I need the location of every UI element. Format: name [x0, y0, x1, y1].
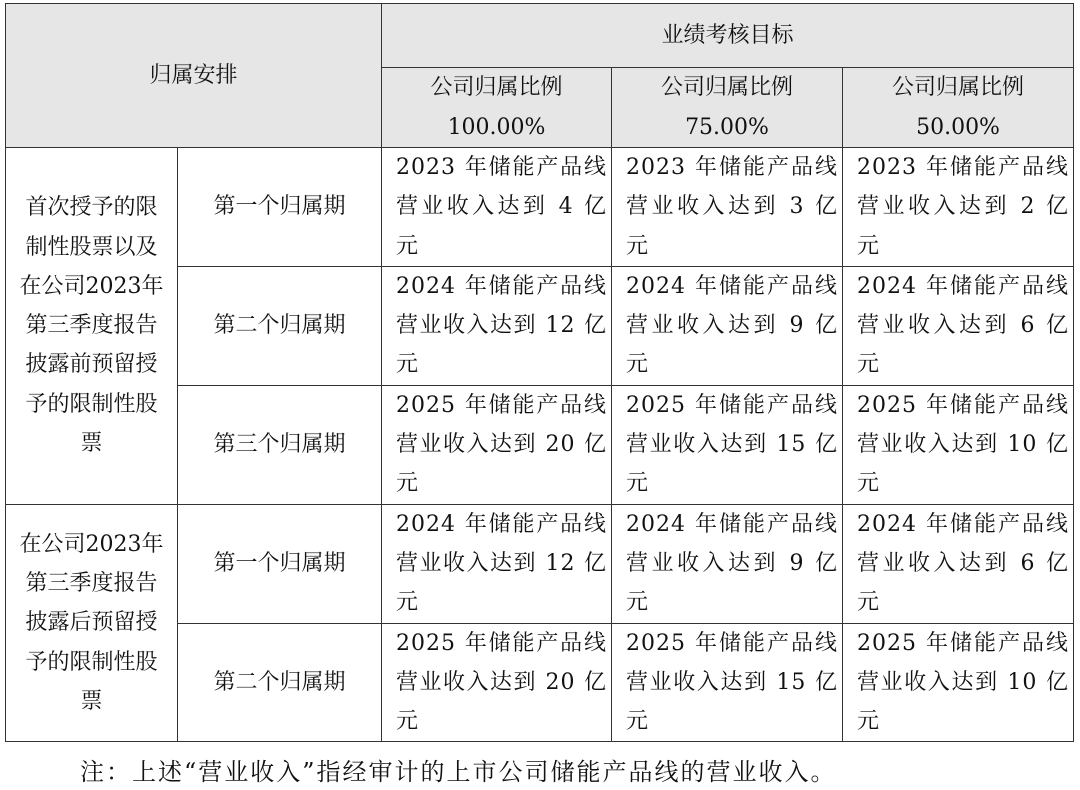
period-name: 第一个归属期 [178, 148, 382, 267]
target-cell: 2025 年储能产品线营业收入达到 15 亿元 [612, 385, 843, 504]
target-cell: 2024 年储能产品线营业收入达到 6 亿元 [843, 504, 1074, 623]
target-cell: 2023 年储能产品线营业收入达到 2 亿元 [843, 148, 1074, 267]
target-header: 业绩考核目标 [382, 4, 1074, 68]
footnote: 注：上述“营业收入”指经审计的上市公司储能产品线的营业收入。 [80, 758, 837, 786]
target-cell: 2024 年储能产品线营业收入达到 9 亿元 [612, 504, 843, 623]
period-name: 第二个归属期 [178, 266, 382, 385]
ratio-header-3 [843, 68, 1074, 148]
target-cell: 2024 年储能产品线营业收入达到 6 亿元 [843, 266, 1074, 385]
ratio-value: 75.00% [685, 114, 769, 140]
performance-target-table [5, 3, 1074, 742]
target-cell: 2025 年储能产品线营业收入达到 15 亿元 [612, 623, 843, 742]
period-name: 第三个归属期 [178, 385, 382, 504]
period-name: 第二个归属期 [178, 623, 382, 742]
ratio-label: 公司归属比例 [661, 75, 794, 101]
ratio-label: 公司归属比例 [430, 75, 563, 101]
ratio-label: 公司归属比例 [892, 75, 1025, 101]
ratio-header-1 [382, 68, 612, 148]
target-cell: 2023 年储能产品线营业收入达到 3 亿元 [612, 148, 843, 267]
target-cell: 2024 年储能产品线营业收入达到 12 亿元 [382, 266, 612, 385]
target-cell: 2024 年储能产品线营业收入达到 12 亿元 [382, 504, 612, 623]
table-row [6, 504, 1074, 623]
table-row [6, 148, 1074, 267]
group-label: 在公司2023年第三季度报告披露后预留授予的限制性股票 [6, 504, 178, 742]
group-label: 首次授予的限制性股票以及在公司2023年第三季度报告披露前预留授予的限制性股票 [6, 148, 178, 505]
target-cell: 2023 年储能产品线营业收入达到 4 亿元 [382, 148, 612, 267]
period-name: 第一个归属期 [178, 504, 382, 623]
target-cell: 2025 年储能产品线营业收入达到 10 亿元 [843, 623, 1074, 742]
ratio-value: 100.00% [447, 114, 546, 140]
ratio-value: 50.00% [916, 114, 1000, 140]
target-cell: 2024 年储能产品线营业收入达到 9 亿元 [612, 266, 843, 385]
ratio-header-2 [612, 68, 843, 148]
arrangement-header: 归属安排 [6, 4, 382, 148]
target-cell: 2025 年储能产品线营业收入达到 10 亿元 [843, 385, 1074, 504]
target-cell: 2025 年储能产品线营业收入达到 20 亿元 [382, 623, 612, 742]
target-cell: 2025 年储能产品线营业收入达到 20 亿元 [382, 385, 612, 504]
